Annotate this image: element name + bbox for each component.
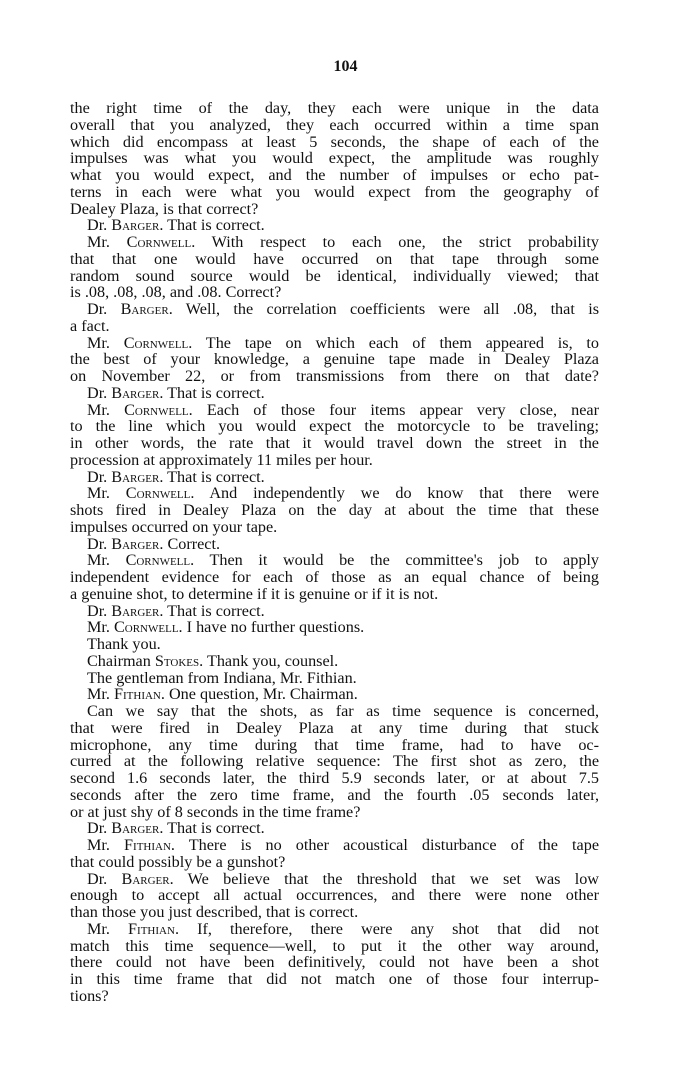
text-line (70, 335, 599, 352)
speaker-title: Dr. (87, 467, 112, 486)
text-line (70, 368, 599, 385)
text-line (70, 150, 599, 167)
text-line (70, 385, 599, 402)
speaker-name: Cornwell (123, 333, 189, 352)
line-text: . And independently we do know that there were (190, 484, 600, 503)
line-text: what you would expect, and the number of impulses or echo pat- (70, 166, 599, 184)
speaker-title: Chairman (87, 651, 155, 670)
line-text: to the line which you would expect the motorcycle to be traveling; (70, 417, 599, 436)
text-line (70, 100, 599, 117)
line-text: random sound source would be identical, individually viewed; that (70, 266, 599, 285)
line-text: The gentleman from Indiana, Mr. Fithian. (87, 668, 357, 687)
page-number: 104 (333, 58, 358, 75)
speaker-title: Mr. (87, 919, 129, 938)
line-text: . I have no further questions. (178, 618, 365, 637)
line-text: there could not have been definitively, could not have been a shot (70, 953, 599, 972)
text-line (70, 184, 599, 201)
line-text: on November 22, or from transmissions from there on that date? (70, 367, 599, 385)
speaker-title: Mr. (87, 551, 126, 570)
speaker-name: Cornwell (113, 618, 179, 637)
speaker-title: Mr. (87, 618, 114, 637)
text-line (70, 586, 599, 603)
line-text: Can we say that the shots, as far as time sequence is concerned, (87, 702, 599, 720)
line-text: . Correct. (159, 534, 221, 553)
line-text: which did encompass at least 5 seconds, the shape of each of the (70, 132, 599, 151)
speaker-title: Mr. (87, 836, 125, 854)
text-line (70, 117, 599, 134)
line-text: impulses was what you would expect, the amplitude was roughly (70, 149, 599, 168)
text-line (70, 536, 599, 553)
text-line (70, 653, 599, 670)
text-line (70, 251, 599, 268)
speaker-name: Fithian (113, 685, 161, 704)
text-line (70, 485, 599, 502)
line-text: a genuine shot, to determine if it is genuine or if it is not. (70, 584, 439, 603)
line-text: procession at approximately 11 miles per hour. (70, 450, 373, 469)
text-line (70, 201, 599, 218)
line-text: Thank you. (87, 635, 161, 653)
text-line (70, 318, 599, 335)
text-line (70, 519, 599, 536)
line-text: . One question, Mr. Chairman. (160, 685, 358, 704)
text-line (70, 921, 599, 938)
text-line (70, 351, 599, 368)
line-text: curred at the following relative sequence: The first shot as zero, the (70, 752, 599, 771)
speaker-title: Mr. (87, 333, 124, 352)
text-line (70, 820, 599, 837)
text-line (70, 268, 599, 285)
line-text: match this time sequence—well, to put it the other way around, (70, 936, 599, 955)
text-line (70, 301, 599, 318)
line-text: overall that you analyzed, they each occurred within a time span (70, 115, 599, 134)
line-text: . That is correct. (159, 601, 265, 620)
line-text: enough to accept all actual occurrences, and there were none other (70, 886, 599, 905)
text-line (70, 770, 599, 787)
line-text: that that one would have occurred on that tape through some (70, 249, 599, 268)
line-text: or at just shy of 8 seconds in the time frame? (70, 802, 361, 821)
speaker-name: Barger (111, 534, 160, 553)
transcript-body (70, 100, 599, 1005)
text-line (70, 167, 599, 184)
line-text: . That is correct. (159, 383, 265, 402)
line-text: a fact. (70, 316, 110, 335)
text-line (70, 988, 599, 1005)
line-text: that were fired in Dealey Plaza at any time during that stuck (70, 718, 599, 737)
line-text: . There is no other acoustical disturbance of the tape (170, 836, 600, 854)
line-text: . If, therefore, there were any shot that did not (174, 919, 599, 938)
text-line (70, 619, 599, 636)
text-line (70, 753, 599, 770)
line-text: . That is correct. (159, 216, 265, 235)
text-line (70, 435, 599, 452)
text-line (70, 552, 599, 569)
speaker-name: Cornwell (125, 484, 191, 503)
text-line (70, 737, 599, 754)
text-line (70, 603, 599, 620)
line-text: . Each of those four items appear very close, near (188, 400, 599, 419)
speaker-title: Dr. (87, 601, 112, 620)
text-line (70, 134, 599, 151)
text-line (70, 502, 599, 519)
text-line (70, 954, 599, 971)
speaker-title: Dr. (87, 216, 112, 235)
text-line (70, 904, 599, 921)
text-line (70, 887, 599, 904)
speaker-title: Mr. (87, 233, 127, 251)
text-line (70, 452, 599, 469)
text-line (70, 418, 599, 435)
speaker-name: Barger (111, 819, 160, 838)
text-line (70, 234, 599, 251)
speaker-title: Mr. (87, 484, 126, 503)
speaker-name: Cornwell (124, 400, 189, 419)
text-line (70, 686, 599, 703)
line-text: the right time of the day, they each were unique in the data (70, 99, 599, 117)
line-text: is .08, .08, .08, and .08. Correct? (70, 283, 282, 302)
line-text: second 1.6 seconds later, the third 5.9 seconds later, or at about 7.5 (70, 769, 599, 787)
line-text: . The tape on which each of them appeared is, to (188, 333, 599, 352)
speaker-name: Barger (111, 383, 160, 402)
text-line (70, 720, 599, 737)
speaker-title: Dr. (87, 300, 121, 318)
line-text: . Then it would be the committee's job to apply (190, 551, 600, 570)
line-text: shots fired in Dealey Plaza on the day at about the time that these (70, 501, 599, 519)
line-text: seconds after the zero time frame, and the fourth .05 seconds later, (70, 785, 599, 804)
text-line (70, 217, 599, 234)
line-text: . Thank you, counsel. (199, 651, 339, 670)
text-line (70, 837, 599, 854)
line-text: . We believe that the threshold that we set was low (169, 869, 600, 888)
line-text: . With respect to each one, the strict probability (191, 233, 600, 251)
speaker-title: Dr. (87, 819, 112, 838)
line-text: terns in each were what you would expect from the geography of (70, 182, 599, 201)
line-text: the best of your knowledge, a genuine tape made in Dealey Plaza (70, 350, 599, 369)
speaker-name: Barger (111, 216, 160, 235)
text-line (70, 636, 599, 653)
line-text: impulses occurred on your tape. (70, 517, 278, 536)
line-text: Dealey Plaza, is that correct? (70, 199, 259, 218)
line-text: . That is correct. (159, 819, 265, 838)
line-text: tions? (70, 986, 109, 1005)
text-line (70, 670, 599, 687)
speaker-name: Barger (120, 300, 169, 318)
speaker-title: Dr. (87, 869, 122, 888)
speaker-name: Barger (121, 869, 170, 888)
text-line (70, 854, 599, 871)
text-line (70, 469, 599, 486)
line-text: than those you just described, that is correct. (70, 903, 359, 921)
speaker-title: Dr. (87, 383, 112, 402)
text-line (70, 284, 599, 301)
speaker-name: Barger (111, 601, 160, 620)
text-line (70, 569, 599, 586)
line-text: microphone, any time during that time frame, had to have oc- (70, 735, 599, 754)
text-line (70, 787, 599, 804)
line-text: in this time frame that did not match one of those four interrup- (70, 970, 599, 988)
text-line (70, 703, 599, 720)
speaker-name: Cornwell (126, 233, 192, 251)
speaker-title: Dr. (87, 534, 112, 553)
line-text: . Well, the correlation coefficients were all .08, that is (168, 300, 599, 318)
speaker-name: Stokes (154, 651, 200, 670)
text-line (70, 402, 599, 419)
speaker-name: Fithian (124, 836, 171, 854)
line-text: independent evidence for each of those as an equal chance of being (70, 568, 599, 586)
text-line (70, 804, 599, 821)
text-line (70, 938, 599, 955)
text-line (70, 871, 599, 888)
speaker-name: Fithian (128, 919, 175, 938)
text-line (70, 971, 599, 988)
line-text: . That is correct. (159, 467, 265, 486)
speaker-title: Mr. (87, 400, 125, 419)
line-text: that could possibly be a gunshot? (70, 852, 286, 871)
line-text: in other words, the rate that it would travel down the street in the (70, 434, 599, 452)
speaker-name: Barger (111, 467, 160, 486)
speaker-name: Cornwell (125, 551, 191, 570)
speaker-title: Mr. (87, 685, 114, 704)
